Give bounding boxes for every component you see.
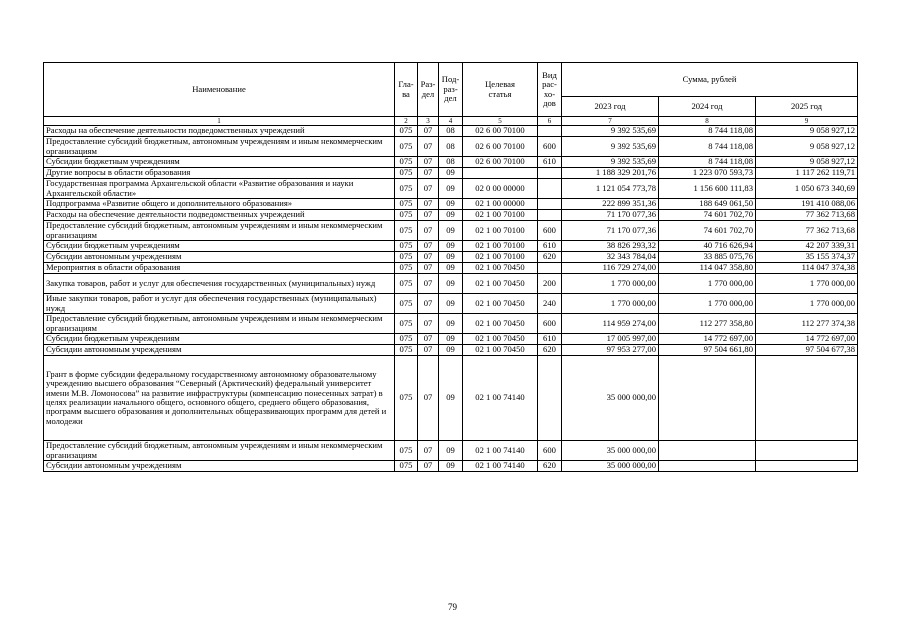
budget-table xyxy=(43,62,858,472)
row-amount-2025: 35 155 374,37 xyxy=(756,252,858,263)
row-amount-2025: 42 207 339,31 xyxy=(756,241,858,252)
row-amount-2023: 1 188 329 201,76 xyxy=(562,168,659,179)
table-row xyxy=(44,441,858,461)
row-amount-2024: 188 649 061,50 xyxy=(659,199,756,210)
row-target: 02 1 00 70450 xyxy=(463,345,538,356)
row-amount-2023: 9 392 535,69 xyxy=(562,137,659,157)
row-vid: 610 xyxy=(538,157,562,168)
row-glava: 075 xyxy=(395,157,418,168)
row-podrazdel: 09 xyxy=(439,168,463,179)
table-row xyxy=(44,221,858,241)
table-row xyxy=(44,356,858,441)
row-vid xyxy=(538,263,562,274)
row-podrazdel: 09 xyxy=(439,314,463,334)
row-podrazdel: 09 xyxy=(439,179,463,199)
row-podrazdel: 09 xyxy=(439,241,463,252)
row-amount-2025 xyxy=(756,441,858,461)
row-amount-2024: 74 601 702,70 xyxy=(659,221,756,241)
row-name: Субсидии бюджетным учреждениям xyxy=(44,157,395,168)
row-glava: 075 xyxy=(395,137,418,157)
row-glava: 075 xyxy=(395,179,418,199)
table-row xyxy=(44,274,858,294)
table-row xyxy=(44,241,858,252)
row-name: Субсидии бюджетным учреждениям xyxy=(44,241,395,252)
table-row xyxy=(44,334,858,345)
row-name: Государственная программа Архангельской области «Развитие образования и науки Архангельской области» xyxy=(44,179,395,199)
row-podrazdel: 09 xyxy=(439,441,463,461)
row-razdel: 07 xyxy=(418,314,439,334)
row-amount-2023: 17 005 997,00 xyxy=(562,334,659,345)
header-sum: Сумма, рублей xyxy=(562,63,858,97)
row-name: Субсидии автономным учреждениям xyxy=(44,461,395,472)
row-glava: 075 xyxy=(395,294,418,314)
row-vid xyxy=(538,356,562,441)
index-cell: 6 xyxy=(538,117,562,126)
table-row xyxy=(44,252,858,263)
page-number: 79 xyxy=(448,602,457,612)
row-amount-2023: 35 000 000,00 xyxy=(562,356,659,441)
index-cell: 4 xyxy=(439,117,463,126)
row-razdel: 07 xyxy=(418,210,439,221)
table-row xyxy=(44,210,858,221)
header-glava: Гла- ва xyxy=(395,63,418,117)
row-amount-2024: 74 601 702,70 xyxy=(659,210,756,221)
row-name: Субсидии автономным учреждениям xyxy=(44,345,395,356)
row-glava: 075 xyxy=(395,241,418,252)
row-razdel: 07 xyxy=(418,461,439,472)
row-amount-2024: 97 504 661,80 xyxy=(659,345,756,356)
row-amount-2024: 1 156 600 111,83 xyxy=(659,179,756,199)
row-amount-2024 xyxy=(659,356,756,441)
row-amount-2024: 8 744 118,08 xyxy=(659,137,756,157)
row-glava: 075 xyxy=(395,126,418,137)
row-glava: 075 xyxy=(395,263,418,274)
row-target: 02 1 00 70100 xyxy=(463,221,538,241)
table-row xyxy=(44,126,858,137)
row-podrazdel: 09 xyxy=(439,263,463,274)
row-vid: 600 xyxy=(538,441,562,461)
row-podrazdel: 08 xyxy=(439,137,463,157)
row-amount-2025: 1 050 673 340,69 xyxy=(756,179,858,199)
row-amount-2024 xyxy=(659,461,756,472)
row-amount-2025: 1 770 000,00 xyxy=(756,294,858,314)
row-vid: 610 xyxy=(538,334,562,345)
header-row-1 xyxy=(44,63,858,97)
row-amount-2024 xyxy=(659,441,756,461)
row-glava: 075 xyxy=(395,345,418,356)
row-amount-2023: 1 770 000,00 xyxy=(562,274,659,294)
row-glava: 075 xyxy=(395,356,418,441)
row-amount-2023: 9 392 535,69 xyxy=(562,126,659,137)
row-razdel: 07 xyxy=(418,252,439,263)
row-target: 02 1 00 70100 xyxy=(463,252,538,263)
row-amount-2023: 116 729 274,00 xyxy=(562,263,659,274)
table-row xyxy=(44,157,858,168)
column-index-row xyxy=(44,117,858,126)
row-razdel: 07 xyxy=(418,334,439,345)
row-glava: 075 xyxy=(395,334,418,345)
row-amount-2024: 40 716 626,94 xyxy=(659,241,756,252)
row-amount-2025: 14 772 697,00 xyxy=(756,334,858,345)
row-amount-2023: 38 826 293,32 xyxy=(562,241,659,252)
index-cell: 7 xyxy=(562,117,659,126)
row-amount-2025: 1 117 262 119,71 xyxy=(756,168,858,179)
row-name: Субсидии бюджетным учреждениям xyxy=(44,334,395,345)
row-name: Предоставление субсидий бюджетным, автономным учреждениям и иным некоммерческим организациям xyxy=(44,441,395,461)
row-razdel: 07 xyxy=(418,356,439,441)
row-vid: 610 xyxy=(538,241,562,252)
row-name: Предоставление субсидий бюджетным, автономным учреждениям и иным некоммерческим организациям xyxy=(44,221,395,241)
table-row xyxy=(44,199,858,210)
row-razdel: 07 xyxy=(418,274,439,294)
row-amount-2025: 9 058 927,12 xyxy=(756,137,858,157)
row-amount-2025: 112 277 374,38 xyxy=(756,314,858,334)
row-amount-2023: 35 000 000,00 xyxy=(562,461,659,472)
row-glava: 075 xyxy=(395,274,418,294)
row-podrazdel: 08 xyxy=(439,126,463,137)
row-amount-2024: 114 047 358,80 xyxy=(659,263,756,274)
table-row xyxy=(44,314,858,334)
header-razdel: Раз- дел xyxy=(418,63,439,117)
row-podrazdel: 09 xyxy=(439,294,463,314)
row-amount-2025 xyxy=(756,356,858,441)
row-target: 02 1 00 70100 xyxy=(463,210,538,221)
row-glava: 075 xyxy=(395,168,418,179)
row-amount-2025: 191 410 088,06 xyxy=(756,199,858,210)
row-razdel: 07 xyxy=(418,221,439,241)
row-razdel: 07 xyxy=(418,168,439,179)
row-razdel: 07 xyxy=(418,126,439,137)
row-glava: 075 xyxy=(395,210,418,221)
row-amount-2023: 1 770 000,00 xyxy=(562,294,659,314)
row-name: Другие вопросы в области образования xyxy=(44,168,395,179)
row-razdel: 07 xyxy=(418,294,439,314)
table-row xyxy=(44,263,858,274)
row-vid: 600 xyxy=(538,314,562,334)
row-razdel: 07 xyxy=(418,199,439,210)
row-amount-2024: 8 744 118,08 xyxy=(659,126,756,137)
row-glava: 075 xyxy=(395,252,418,263)
row-vid xyxy=(538,168,562,179)
row-amount-2025: 9 058 927,12 xyxy=(756,157,858,168)
row-vid: 620 xyxy=(538,252,562,263)
row-target: 02 1 00 70450 xyxy=(463,334,538,345)
row-target: 02 0 00 00000 xyxy=(463,179,538,199)
row-amount-2023: 9 392 535,69 xyxy=(562,157,659,168)
table-row xyxy=(44,137,858,157)
row-name: Грант в форме субсидии федеральному государственному автономному образовательному учреждению высшего образования “Северный (Арктический) федеральный университет имени М.В. Ломоносова” на развитие инфраструктуры (компенсацию понесенных затрат) в целях реализации начального общего, основного общего, среднего общего образования, программ высшего образования и дополнительных общеразвивающих программ для детей и молодежи xyxy=(44,356,395,441)
header-2024: 2024 год xyxy=(659,97,756,117)
row-name: Субсидии автономным учреждениям xyxy=(44,252,395,263)
table-body xyxy=(44,126,858,472)
row-vid: 620 xyxy=(538,345,562,356)
row-vid: 200 xyxy=(538,274,562,294)
row-name: Закупка товаров, работ и услуг для обеспечения государственных (муниципальных) нужд xyxy=(44,274,395,294)
row-amount-2025: 9 058 927,12 xyxy=(756,126,858,137)
row-amount-2024: 14 772 697,00 xyxy=(659,334,756,345)
row-amount-2025: 114 047 374,38 xyxy=(756,263,858,274)
row-amount-2023: 222 899 351,36 xyxy=(562,199,659,210)
row-glava: 075 xyxy=(395,199,418,210)
row-target: 02 1 00 74140 xyxy=(463,356,538,441)
row-amount-2025: 77 362 713,68 xyxy=(756,221,858,241)
row-glava: 075 xyxy=(395,221,418,241)
row-razdel: 07 xyxy=(418,263,439,274)
row-target: 02 1 00 70100 xyxy=(463,241,538,252)
row-amount-2023: 114 959 274,00 xyxy=(562,314,659,334)
header-podrazdel: Под- раз- дел xyxy=(439,63,463,117)
row-name: Иные закупки товаров, работ и услуг для обеспечения государственных (муниципальных) нужд xyxy=(44,294,395,314)
table-row xyxy=(44,345,858,356)
row-glava: 075 xyxy=(395,314,418,334)
row-name: Предоставление субсидий бюджетным, автономным учреждениям и иным некоммерческим организациям xyxy=(44,314,395,334)
row-amount-2023: 35 000 000,00 xyxy=(562,441,659,461)
row-target: 02 6 00 70100 xyxy=(463,137,538,157)
row-vid xyxy=(538,126,562,137)
row-podrazdel: 09 xyxy=(439,345,463,356)
header-name: Наименование xyxy=(44,63,395,117)
row-target: 02 6 00 70100 xyxy=(463,126,538,137)
index-cell: 3 xyxy=(418,117,439,126)
row-amount-2025: 77 362 713,68 xyxy=(756,210,858,221)
row-name: Расходы на обеспечение деятельности подведомственных учреждений xyxy=(44,126,395,137)
row-razdel: 07 xyxy=(418,179,439,199)
row-razdel: 07 xyxy=(418,137,439,157)
row-target: 02 1 00 74140 xyxy=(463,461,538,472)
row-target: 02 1 00 70450 xyxy=(463,294,538,314)
index-cell: 9 xyxy=(756,117,858,126)
row-amount-2025 xyxy=(756,461,858,472)
table-row xyxy=(44,461,858,472)
row-podrazdel: 09 xyxy=(439,356,463,441)
row-amount-2023: 1 121 054 773,78 xyxy=(562,179,659,199)
index-cell: 2 xyxy=(395,117,418,126)
row-vid xyxy=(538,199,562,210)
row-podrazdel: 09 xyxy=(439,199,463,210)
row-amount-2024: 112 277 358,80 xyxy=(659,314,756,334)
row-name: Подпрограмма «Развитие общего и дополнительного образования» xyxy=(44,199,395,210)
row-vid xyxy=(538,210,562,221)
row-amount-2023: 71 170 077,36 xyxy=(562,221,659,241)
row-amount-2024: 1 223 070 593,73 xyxy=(659,168,756,179)
header-2025: 2025 год xyxy=(756,97,858,117)
row-name: Предоставление субсидий бюджетным, автономным учреждениям и иным некоммерческим организациям xyxy=(44,137,395,157)
row-podrazdel: 09 xyxy=(439,221,463,241)
row-target: 02 6 00 70100 xyxy=(463,157,538,168)
row-podrazdel: 09 xyxy=(439,274,463,294)
row-amount-2023: 32 343 784,04 xyxy=(562,252,659,263)
row-glava: 075 xyxy=(395,461,418,472)
row-target: 02 1 00 70450 xyxy=(463,274,538,294)
row-amount-2024: 33 885 075,76 xyxy=(659,252,756,263)
row-vid: 600 xyxy=(538,137,562,157)
row-razdel: 07 xyxy=(418,157,439,168)
row-name: Мероприятия в области образования xyxy=(44,263,395,274)
row-amount-2024: 1 770 000,00 xyxy=(659,274,756,294)
table-row xyxy=(44,294,858,314)
row-target: 02 1 00 70450 xyxy=(463,263,538,274)
row-razdel: 07 xyxy=(418,441,439,461)
row-vid: 600 xyxy=(538,221,562,241)
row-amount-2023: 71 170 077,36 xyxy=(562,210,659,221)
row-podrazdel: 09 xyxy=(439,334,463,345)
row-podrazdel: 08 xyxy=(439,157,463,168)
index-cell: 8 xyxy=(659,117,756,126)
row-target xyxy=(463,168,538,179)
index-cell: 5 xyxy=(463,117,538,126)
row-amount-2024: 8 744 118,08 xyxy=(659,157,756,168)
row-podrazdel: 09 xyxy=(439,252,463,263)
row-vid: 620 xyxy=(538,461,562,472)
row-razdel: 07 xyxy=(418,241,439,252)
document-page xyxy=(43,62,857,472)
table-row xyxy=(44,168,858,179)
row-amount-2024: 1 770 000,00 xyxy=(659,294,756,314)
row-target: 02 1 00 74140 xyxy=(463,441,538,461)
row-name: Расходы на обеспечение деятельности подведомственных учреждений xyxy=(44,210,395,221)
row-vid: 240 xyxy=(538,294,562,314)
row-target: 02 1 00 00000 xyxy=(463,199,538,210)
row-glava: 075 xyxy=(395,441,418,461)
header-2023: 2023 год xyxy=(562,97,659,117)
row-target: 02 1 00 70450 xyxy=(463,314,538,334)
header-vid: Вид рас- хо- дов xyxy=(538,63,562,117)
row-podrazdel: 09 xyxy=(439,461,463,472)
row-amount-2023: 97 953 277,00 xyxy=(562,345,659,356)
row-razdel: 07 xyxy=(418,345,439,356)
header-target: Целевая статья xyxy=(463,63,538,117)
table-row xyxy=(44,179,858,199)
index-cell: 1 xyxy=(44,117,395,126)
row-podrazdel: 09 xyxy=(439,210,463,221)
row-amount-2025: 97 504 677,38 xyxy=(756,345,858,356)
row-amount-2025: 1 770 000,00 xyxy=(756,274,858,294)
row-vid xyxy=(538,179,562,199)
